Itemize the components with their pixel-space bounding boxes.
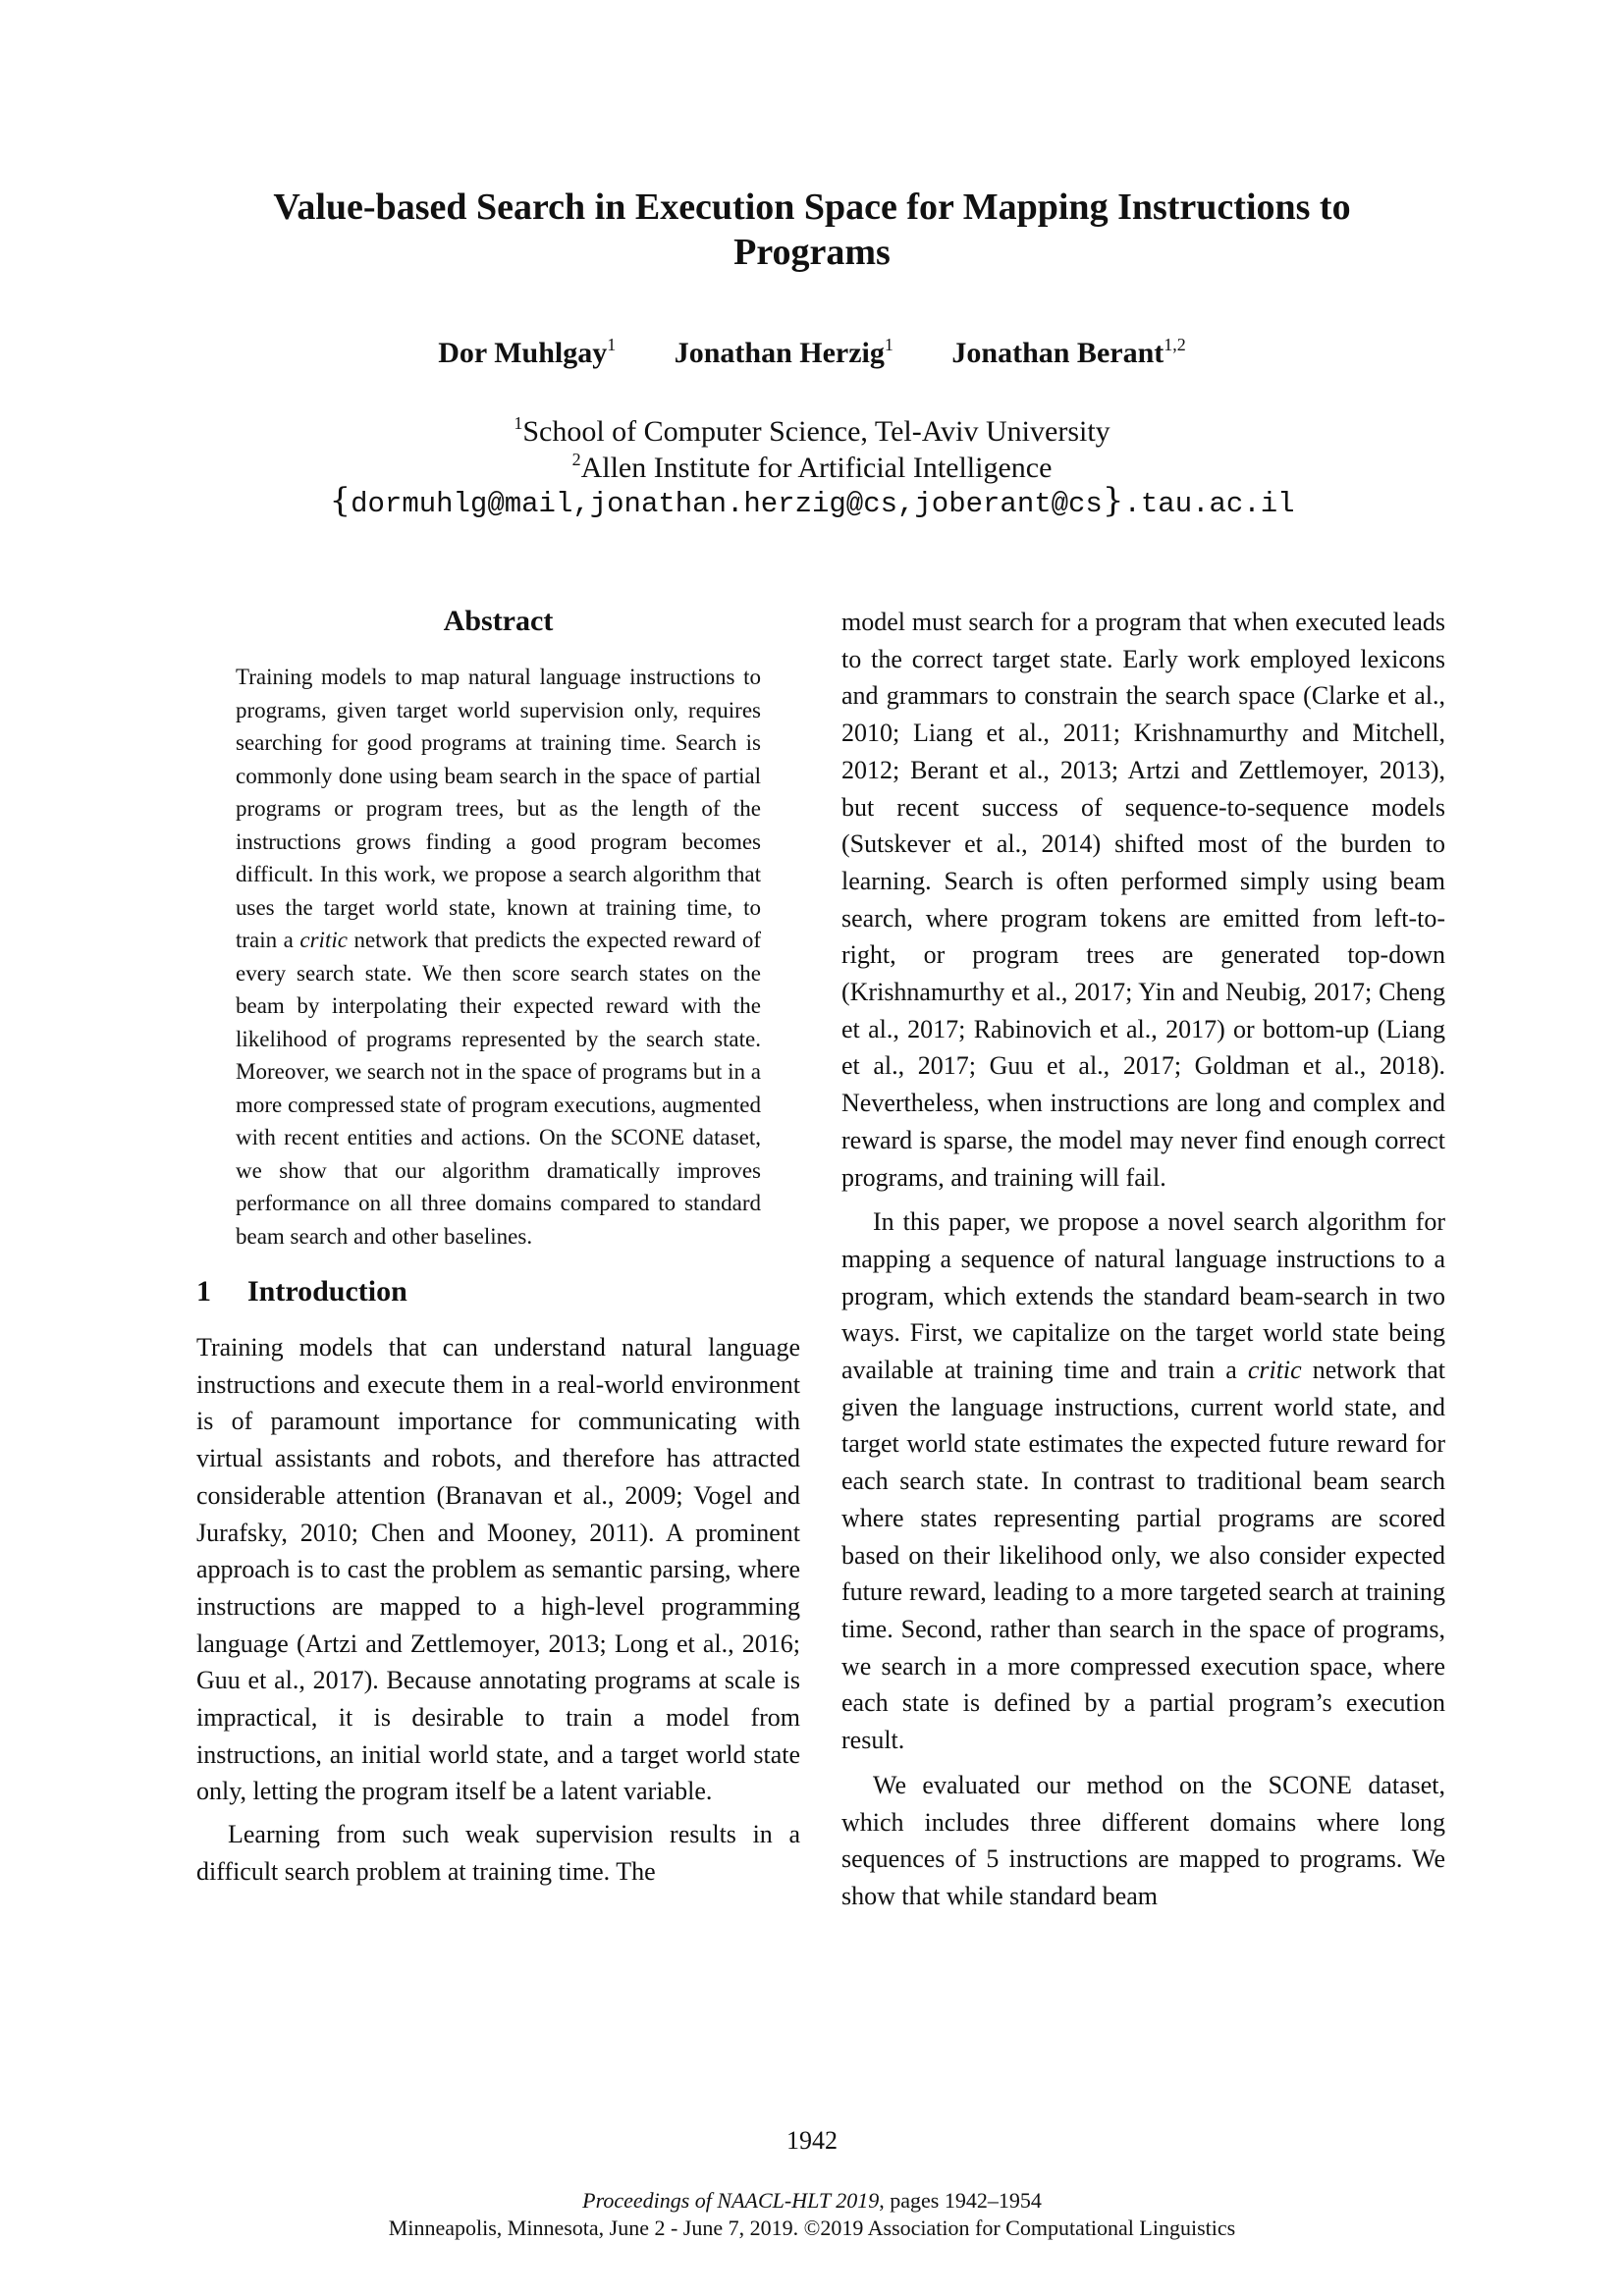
author-name: Jonathan Herzig xyxy=(674,337,885,369)
intro-paragraph-1: Training models that can understand natural language instructions and execute them in a real-world environment is of paramount importance for communicating with virtual assistants and robots, and therefore has attracted considerable attention (Branavan et al., 2009; Vogel and Jurafsky, 2010; Chen and Mooney, 2011). A prominent approach is to cast the problem as semantic parsing, where instructions are mapped to a high-level programming language (Artzi and Zettlemoyer, 2013; Long et al., 2016; Guu et al., 2017). Because annotating programs at scale is impractical, it is desirable to train a model from instructions, an initial world state, and a target world state only, letting the program itself be a latent variable. xyxy=(196,1333,800,1806)
email-open-brace: { xyxy=(329,481,352,520)
body-paragraph-2 xyxy=(841,1203,1445,1759)
author-name: Jonathan Berant xyxy=(951,337,1164,369)
body-italic-term: critic xyxy=(1247,1356,1302,1385)
abstract-text-1: Training models to map natural language instructions to programs, given target world supervision only, requires searching for good programs at training time. Search is commonly done using beam search in the space of partial programs or program trees, but as the length of the instructions grows finding a good program becomes difficult. In this work, we propose a search algorithm that uses the target world state, known at training time, to train a xyxy=(236,665,761,952)
email-close-brace: } xyxy=(1102,481,1124,520)
proceedings-line xyxy=(0,2187,1624,2215)
body-text-1: In this paper, we propose a novel search algorithm for mapping a sequence of natural language instructions to a program, which extends the standard beam-search in two ways. First, we capitalize on the target world state being available at training time and train a xyxy=(841,1207,1445,1385)
left-column xyxy=(196,604,800,1891)
affiliation-mark: 1 xyxy=(514,413,523,433)
author-1 xyxy=(438,326,616,372)
abstract-heading: Abstract xyxy=(443,605,554,637)
author-affiliation-mark: 1 xyxy=(607,335,617,354)
body-paragraph-3: We evaluated our method on the SCONE dataset, which includes three different domains where long sequences of 5 instructions are mapped to programs. We show that while standard beam xyxy=(841,1770,1445,1910)
author-affiliation-mark: 1,2 xyxy=(1164,335,1186,354)
email-list: dormuhlg@mail,jonathan.herzig@cs,joberant@cs xyxy=(351,488,1103,520)
abstract-text-2: network that predicts the expected reward of every search state. We then score search states on the beam by interpolating their expected reward with the likelihood of programs represented by the search state. Moreover, we search not in the space of programs but in a more compressed state of program executions, augmented with recent entities and actions. On the SCONE dataset, we show that our algorithm dramatically improves performance on all three domains compared to standard beam search and other baselines. xyxy=(236,928,762,1249)
body-paragraph-1: model must search for a program that when executed leads to the correct target state. Early work employed lexicons and grammars to constrain the search space (Clarke et al., 2010; Liang et al., 2011; Krishnamurthy and Mitchell, 2012; Berant et al., 2013; Artzi and Zettlemoyer, 2013), but recent success of sequence-to-sequence models (Sutskever et al., 2014) shifted most of the burden to learning. Search is often performed simply using beam search, where program tokens are emitted from left-to-right, or program trees are generated top-down (Krishnamurthy et al., 2017; Yin and Neubig, 2017; Cheng et al., 2017; Rabinovich et al., 2017) or bottom-up (Liang et al., 2017; Guu et al., 2017; Goldman et al., 2018). Nevertheless, when instructions are long and complex and reward is sparse, the model may never find enough correct programs, and training will fail. xyxy=(841,608,1445,1192)
abstract-body xyxy=(236,661,761,1253)
author-3 xyxy=(951,326,1185,372)
right-column xyxy=(841,604,1445,1915)
affiliation-mark: 2 xyxy=(571,450,581,469)
author-affiliation-mark: 1 xyxy=(884,335,893,354)
body-text-2: network that given the language instructions, current world state, and target world state estimates the expected future reward for each search state. In contrast to traditional beam search where states representing partial programs are scored based on their likelihood only, we also consider expected future reward, leading to a more targeted search at training time. Second, rather than search in the space of programs, we search in a more compressed execution space, where each state is defined by a partial program’s execution result. xyxy=(841,1356,1446,1755)
paper-title: Value-based Search in Execution Space for Mapping Instructions to Programs xyxy=(273,187,1351,273)
affiliation-2 xyxy=(196,442,1428,486)
author-2 xyxy=(675,326,893,372)
section-number: 1 xyxy=(196,1275,211,1308)
affiliation-text: School of Computer Science, Tel-Aviv University xyxy=(522,415,1110,448)
email-domain: .tau.ac.il xyxy=(1123,488,1295,520)
affiliation-text: Allen Institute for Artificial Intelligence xyxy=(580,452,1053,484)
abstract-italic-term: critic xyxy=(299,928,348,952)
proceedings-name: Proceedings of NAACL-HLT 2019 xyxy=(582,2188,880,2213)
author-emails xyxy=(196,481,1428,524)
proceedings-pages: , pages 1942–1954 xyxy=(879,2188,1042,2213)
section-heading-introduction xyxy=(196,1274,800,1309)
section-title: Introduction xyxy=(247,1275,407,1308)
page-number: 1942 xyxy=(786,2126,838,2155)
author-name: Dor Muhlgay xyxy=(438,337,608,369)
location-line: Minneapolis, Minnesota, June 2 - June 7, 2019. ©2019 Association for Computational Linguistics xyxy=(388,2216,1236,2240)
intro-paragraph-2: Learning from such weak supervision results in a difficult search problem at training time. The xyxy=(196,1820,800,1886)
author-list xyxy=(196,326,1428,372)
